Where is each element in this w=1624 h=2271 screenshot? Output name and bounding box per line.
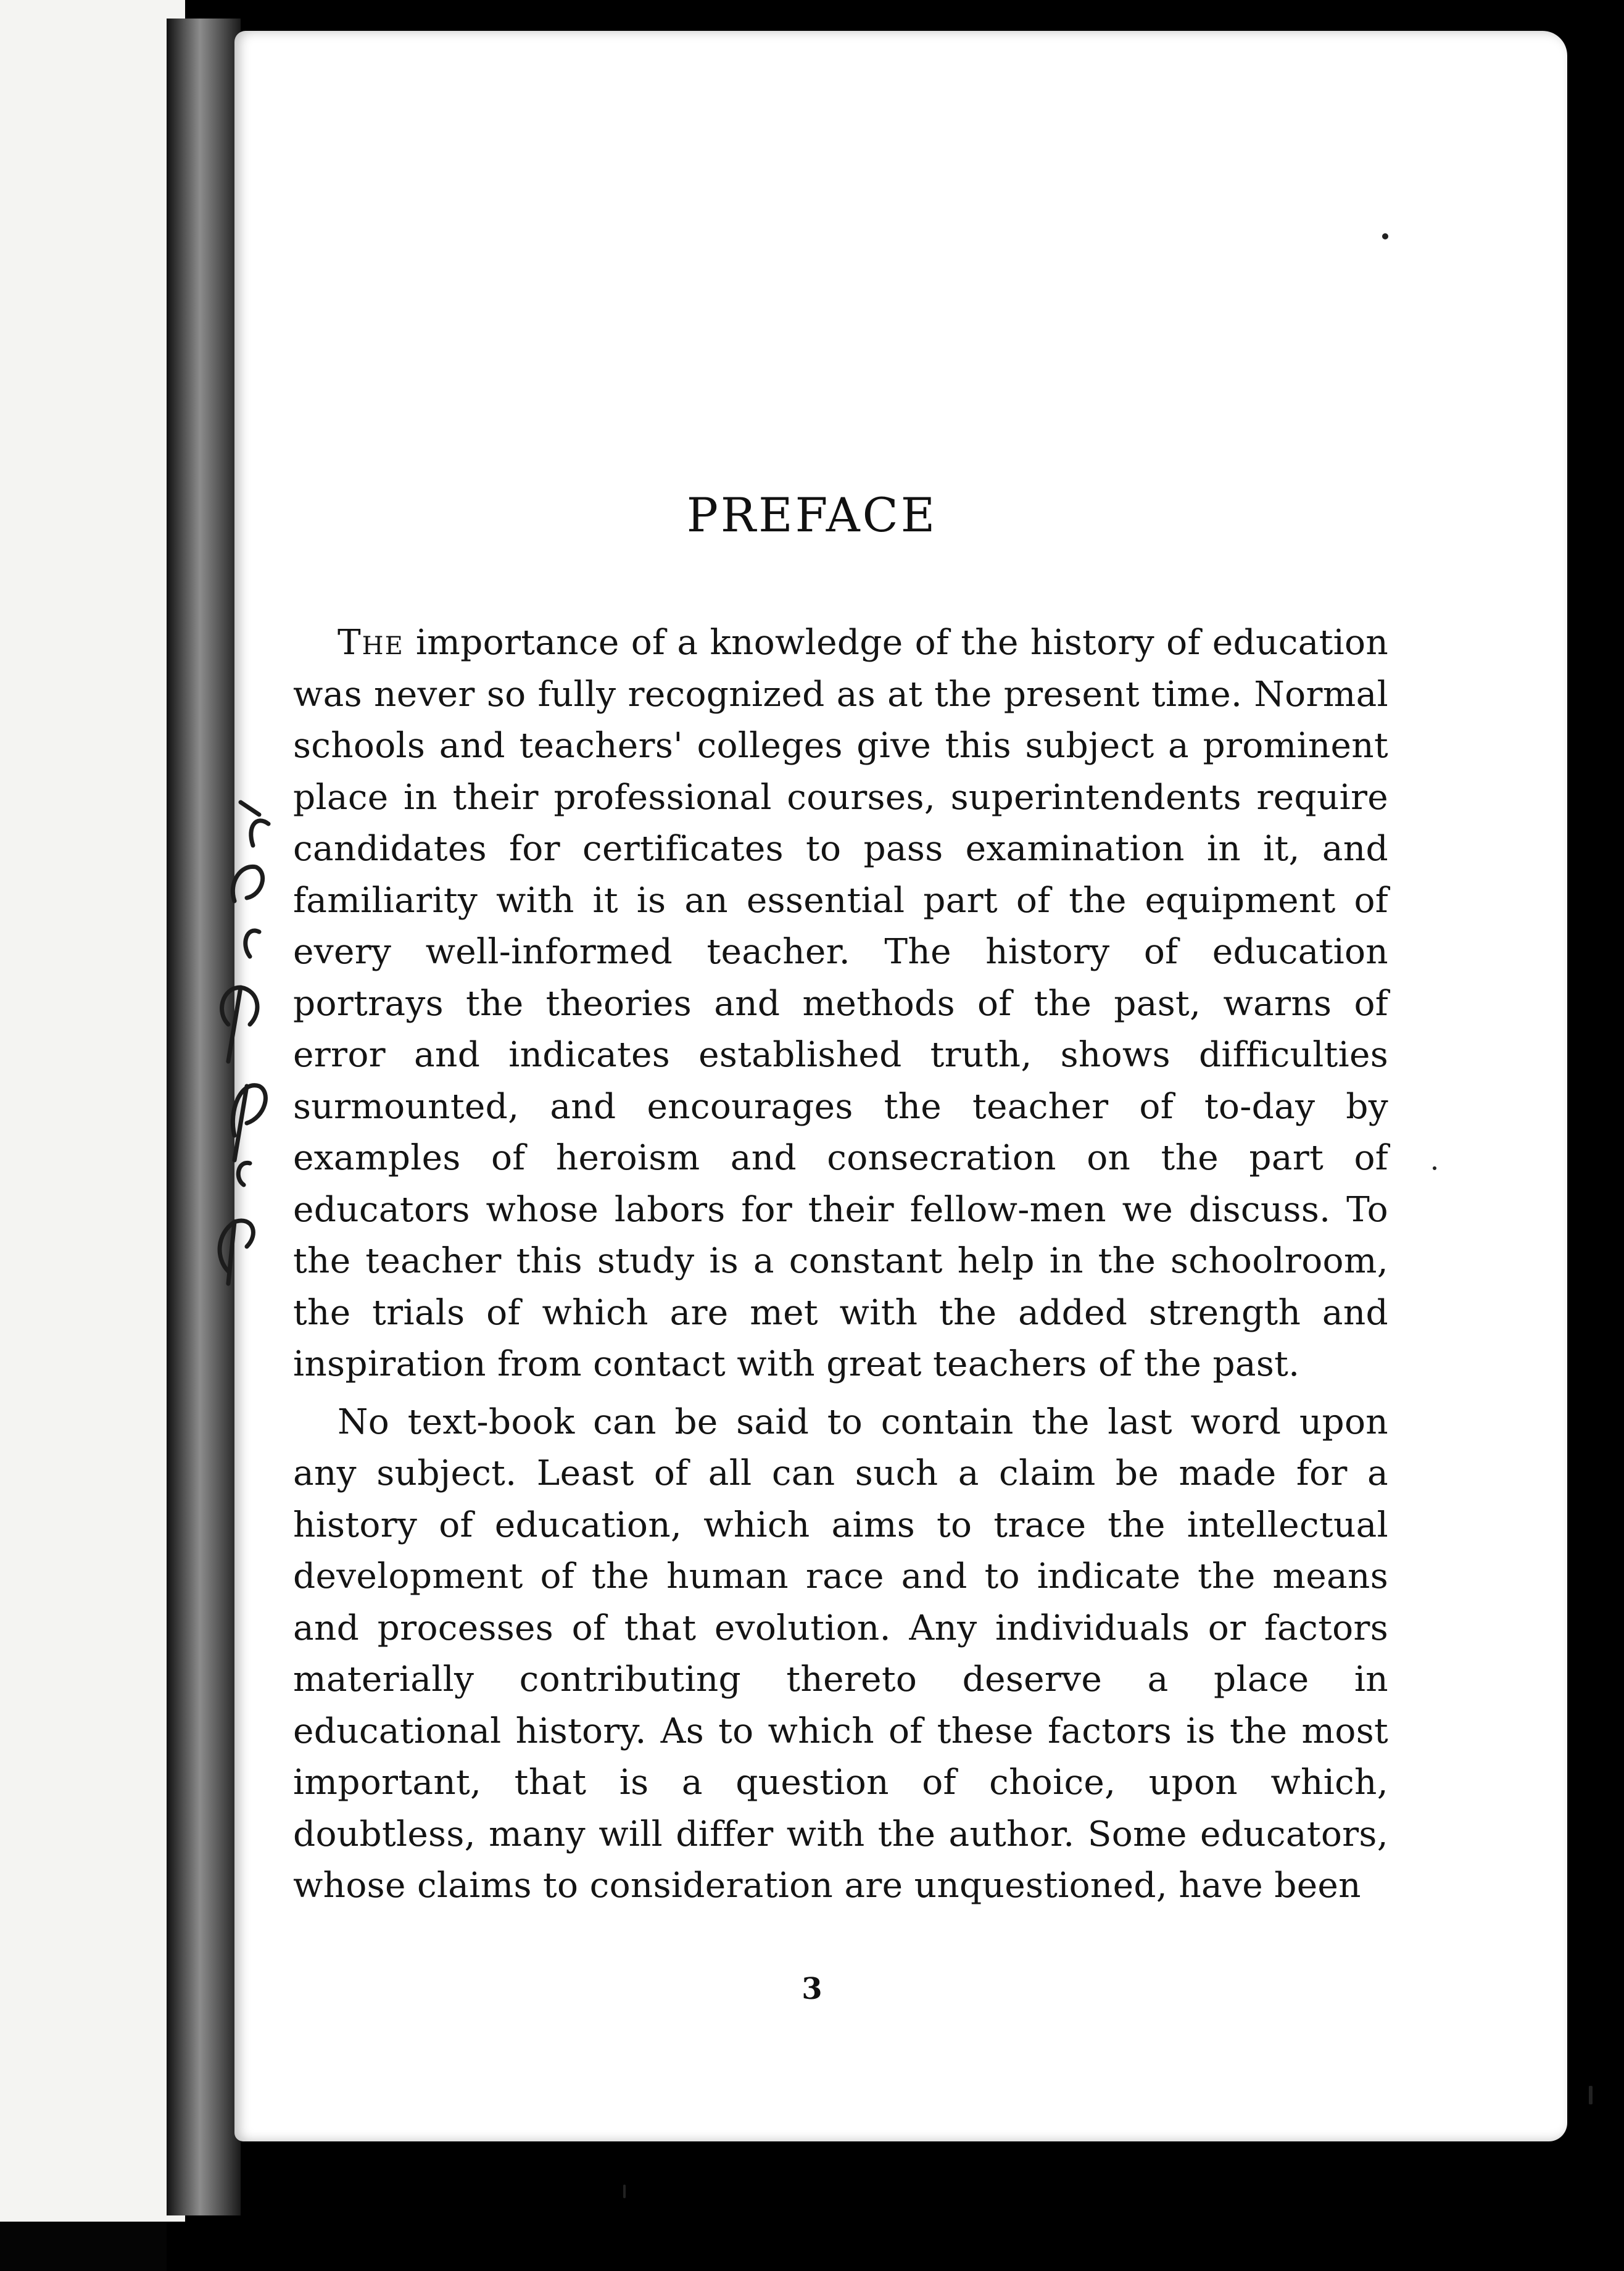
paragraph-1 <box>293 617 1388 1390</box>
scan-speck <box>623 2185 626 2198</box>
paragraph-text: importance of a knowledge of the history of education was never so fully recognized as at the present time. Normal schools and teachers' colleges give this subject a prominent place in their professional courses, superintendents require candidates for certificates to pass examination in it, and familiarity with it is an essential part of the equipment of every well-informed teacher. The history of education portrays the theories and methods of the past, warns of error and indicates established truth, shows difficulties surmounted, and encourages the teacher of to-day by examples of heroism and consecration on the part of educators whose labors for their fellow-men we discuss. To the teacher this study is a constant help in the schoolroom, the trials of which are met with the added strength and inspiration from contact with great teachers of the past. <box>293 623 1389 1384</box>
scan-speck <box>1433 1166 1436 1170</box>
handwritten-signature <box>191 790 290 1296</box>
scan-speck <box>1589 2086 1593 2104</box>
paragraph-lead-word: The <box>338 623 404 663</box>
paragraph-text: No text-book can be said to contain the last word upon any subject. Least of all can such a claim be made for a history of education, which aims to trace the intellectual development of the human race and to indicate the means and processes of that evolution. Any individuals or factors materially contributing thereto deserve a place in educational history. As to which of these factors is the most important, that is a question of choice, upon which, doubtless, many will differ with the author. Some educators, whose claims to consideration are unquestioned, have been <box>293 1401 1388 1906</box>
scan-speck <box>1382 233 1388 239</box>
page-heading: PREFACE <box>686 488 938 542</box>
body-text <box>293 617 1388 1912</box>
facing-page-edge <box>0 0 185 2222</box>
paragraph-2 <box>293 1397 1388 1912</box>
page-number: 3 <box>802 1972 822 2006</box>
